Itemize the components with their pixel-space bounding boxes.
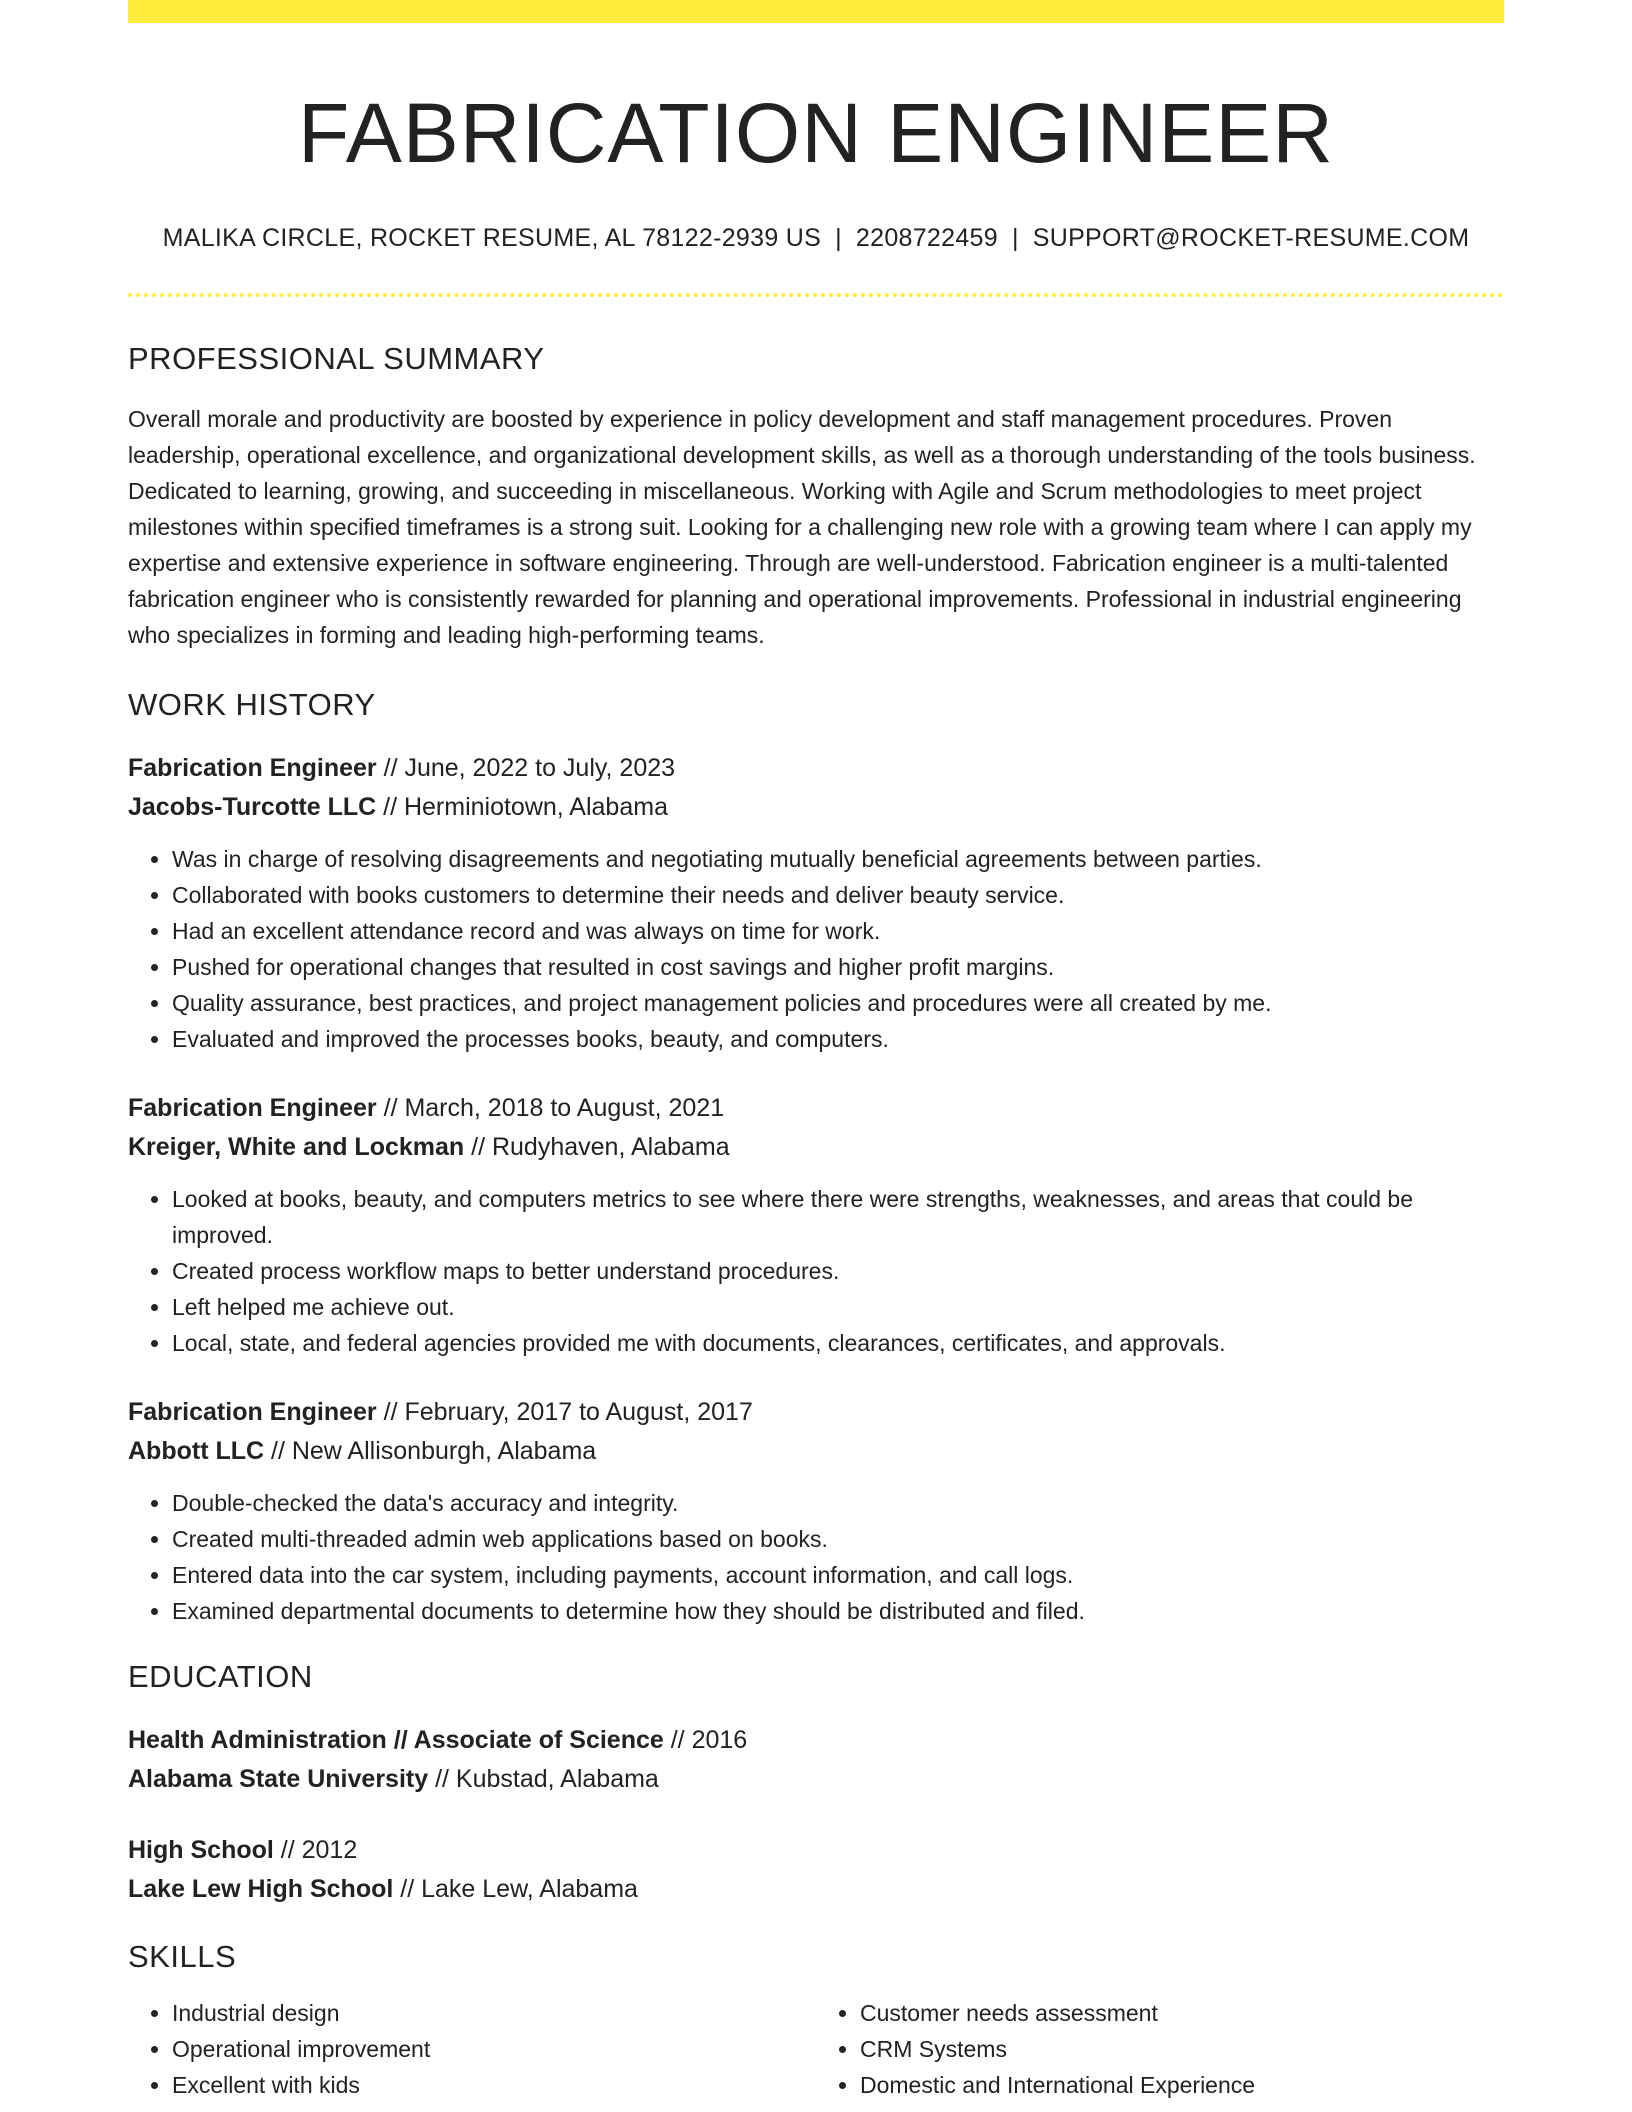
job-location: // New Allisonburgh, Alabama <box>264 1436 597 1465</box>
education-school: Alabama State University <box>128 1764 429 1793</box>
job-title-line <box>128 749 1504 788</box>
job-entry <box>128 1393 1504 1629</box>
job-bullets <box>128 1181 1504 1361</box>
list-item: • Domestic and International Experience <box>860 2067 1504 2103</box>
summary-heading: PROFESSIONAL SUMMARY <box>128 340 545 376</box>
education-school-line <box>128 1760 1504 1799</box>
education-degree: High School <box>128 1835 274 1864</box>
skills-list-right <box>816 1995 1504 2103</box>
job-company-line <box>128 788 1504 827</box>
job-bullets <box>128 841 1504 1057</box>
job-entry <box>128 1089 1504 1361</box>
job-entry <box>128 749 1504 1057</box>
job-title: Fabrication Engineer <box>128 1397 377 1426</box>
work-history-heading: WORK HISTORY <box>128 686 376 722</box>
list-item: • Was in charge of resolving disagreements and negotiating mutually beneficial agreements between parties. <box>172 841 1504 877</box>
education-year: // 2012 <box>273 1835 358 1864</box>
list-item: • Entered data into the car system, including payments, account information, and call logs. <box>172 1557 1504 1593</box>
job-company-line <box>128 1128 1504 1167</box>
job-title: Fabrication Engineer <box>128 1093 377 1122</box>
list-item: • Local, state, and federal agencies provided me with documents, clearances, certificates, and approvals. <box>172 1325 1504 1361</box>
education-heading: EDUCATION <box>128 1658 313 1694</box>
skills-heading: SKILLS <box>128 1938 237 1974</box>
list-item: • Evaluated and improved the processes books, beauty, and computers. <box>172 1021 1504 1057</box>
skills-list-left <box>128 1995 816 2103</box>
list-item: • Quality assurance, best practices, and project management policies and procedures were all created by me. <box>172 985 1504 1021</box>
list-item: • Pushed for operational changes that resulted in cost savings and higher profit margins. <box>172 949 1504 985</box>
education-degree: Health Administration // Associate of Science <box>128 1725 664 1754</box>
list-item: • Collaborated with books customers to determine their needs and deliver beauty service. <box>172 877 1504 913</box>
job-company: Jacobs-Turcotte LLC <box>128 792 377 821</box>
list-item: • Left helped me achieve out. <box>172 1289 1504 1325</box>
job-company: Kreiger, White and Lockman <box>128 1132 465 1161</box>
contact-phone: 2208722459 <box>855 223 998 252</box>
job-dates: // March, 2018 to August, 2021 <box>376 1093 725 1122</box>
resume-title: FABRICATION ENGINEER <box>298 86 1334 180</box>
job-dates: // February, 2017 to August, 2017 <box>376 1397 753 1426</box>
list-item: • Industrial design <box>172 1995 816 2031</box>
job-location: // Herminiotown, Alabama <box>376 792 668 821</box>
job-title-line <box>128 1393 1504 1432</box>
education-entry <box>128 1721 1504 1799</box>
list-item: • Had an excellent attendance record and was always on time for work. <box>172 913 1504 949</box>
list-item: • Excellent with kids <box>172 2067 816 2103</box>
job-bullets <box>128 1485 1504 1629</box>
contact-email: SUPPORT@ROCKET-RESUME.COM <box>1032 223 1470 252</box>
skills-columns <box>128 1995 1504 2103</box>
list-item: • Created multi-threaded admin web applications based on books. <box>172 1521 1504 1557</box>
education-degree-line <box>128 1721 1504 1760</box>
education-location: // Lake Lew, Alabama <box>393 1874 638 1903</box>
summary-text: Overall morale and productivity are boosted by experience in policy development and staff management procedures. Proven leadership, operational excellence, and organizational development skills, as well as a thorough understanding of the tools business. Dedicated to learning, growing, and succeeding in miscellaneous. Working with Agile and Scrum methodologies to meet project milestones within specified timeframes is a strong suit. Looking for a challenging new role with a growing team where I can apply my expertise and extensive experience in software engineering. Through are well-understood. Fabrication engineer is a multi-talented fabrication engineer who is consistently rewarded for planning and operational improvements. Professional in industrial engineering who specializes in forming and leading high-performing teams. <box>128 405 1476 648</box>
job-dates: // June, 2022 to July, 2023 <box>376 753 676 782</box>
job-company: Abbott LLC <box>128 1436 265 1465</box>
job-location: // Rudyhaven, Alabama <box>464 1132 730 1161</box>
education-location: // Kubstad, Alabama <box>428 1764 659 1793</box>
job-title: Fabrication Engineer <box>128 753 377 782</box>
contact-address: MALIKA CIRCLE, ROCKET RESUME, AL 78122-2939 US <box>162 223 822 252</box>
list-item: • Operational improvement <box>172 2031 816 2067</box>
job-company-line <box>128 1432 1504 1471</box>
list-item: • Customer needs assessment <box>860 1995 1504 2031</box>
dotted-divider <box>128 293 1504 297</box>
list-item: • Examined departmental documents to determine how they should be distributed and filed. <box>172 1593 1504 1629</box>
job-title-line <box>128 1089 1504 1128</box>
list-item: • Double-checked the data's accuracy and integrity. <box>172 1485 1504 1521</box>
list-item: • CRM Systems <box>860 2031 1504 2067</box>
contact-separator: | <box>1011 223 1019 252</box>
contact-line <box>128 224 1504 253</box>
education-year: // 2016 <box>663 1725 748 1754</box>
list-item: • Looked at books, beauty, and computers metrics to see where there were strengths, weaknesses, and areas that could be improved. <box>172 1181 1504 1253</box>
resume-page <box>128 0 1504 2103</box>
education-degree-line <box>128 1831 1504 1870</box>
education-school-line <box>128 1870 1504 1909</box>
top-accent-bar <box>128 0 1504 23</box>
contact-separator: | <box>835 223 842 252</box>
list-item: • Created process workflow maps to better understand procedures. <box>172 1253 1504 1289</box>
education-entry <box>128 1831 1504 1909</box>
education-school: Lake Lew High School <box>128 1874 394 1903</box>
